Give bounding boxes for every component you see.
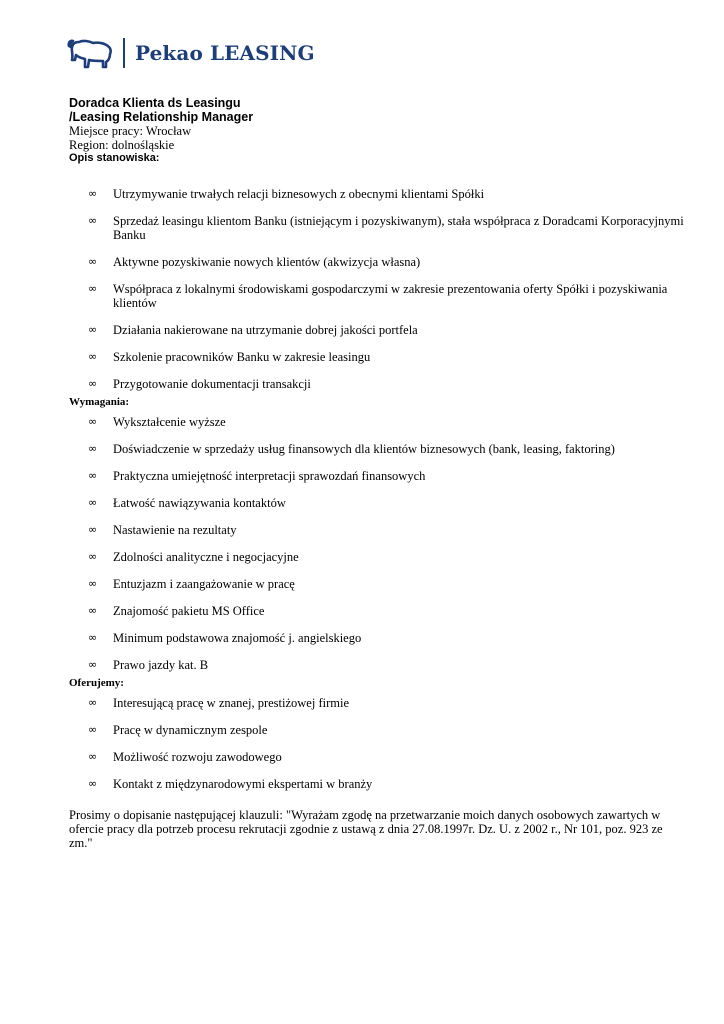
logo-separator [123,38,125,68]
bullet-icon: ∞ [88,442,98,455]
bullet-icon: ∞ [88,658,98,671]
job-title-line2: /Leasing Relationship Manager [69,110,254,124]
list-item: ∞ Łatwość nawiązywania kontaktów [88,496,286,510]
list-item: ∞ Interesującą pracę w znanej, prestiżowej firmie [88,696,349,710]
offer-heading: Oferujemy: [69,677,124,689]
job-content [69,96,689,850]
bullet-icon: ∞ [88,282,98,295]
bullet-icon: ∞ [88,631,98,644]
bullet-icon: ∞ [88,377,98,390]
bullet-icon: ∞ [88,187,98,200]
list-item: ∞ Szkolenie pracowników Banku w zakresie leasingu [88,350,371,364]
bullet-icon: ∞ [88,523,98,536]
bison-icon [67,36,113,70]
list-item: ∞ Kontakt z międzynarodowymi ekspertami w branży [88,777,373,791]
bullet-icon: ∞ [88,723,98,736]
job-title-line1: Doradca Klienta ds Leasingu [69,96,241,110]
list-item: ∞ Współpraca z lokalnymi środowiskami gospodarczymi w zakresie prezentowania oferty Spółki i pozyskiwania klientów [88,282,668,310]
list-item: ∞ Entuzjazm i zaangażowanie w pracę [88,577,295,591]
bullet-icon: ∞ [88,777,98,790]
list-item: ∞ Wykształcenie wyższe [88,415,226,429]
bullet-icon: ∞ [88,323,98,336]
bullet-icon: ∞ [88,696,98,709]
list-item: ∞ Aktywne pozyskiwanie nowych klientów (akwizycja własna) [88,255,421,269]
description-list [69,187,689,391]
bullet-icon: ∞ [88,214,98,227]
company-logo [67,35,315,71]
list-item: ∞ Zdolności analityczne i negocjacyjne [88,550,299,564]
list-item: ∞ Utrzymywanie trwałych relacji biznesowych z obecnymi klientami Spółki [88,187,485,201]
bullet-icon: ∞ [88,604,98,617]
list-item: ∞ Minimum podstawowa znajomość j. angielskiego [88,631,362,645]
bullet-icon: ∞ [88,469,98,482]
bullet-icon: ∞ [88,550,98,563]
list-item: ∞ Możliwość rozwoju zawodowego [88,750,282,764]
list-item: ∞ Znajomość pakietu MS Office [88,604,265,618]
bullet-icon: ∞ [88,255,98,268]
consent-clause: Prosimy o dopisanie następującej klauzuli: "Wyrażam zgodę na przetwarzanie moich danych osobowych zawartych w ofercie pracy dla potrzeb procesu rekrutacji zgodnie z ustawą z dnia 27.08.1997r. Dz. U. z 2002 r., Nr 101, poz. 923 ze zm." [69,808,663,850]
list-item: ∞ Nastawienie na rezultaty [88,523,237,537]
requirements-list [69,415,689,672]
list-item: ∞ Pracę w dynamicznym zespole [88,723,268,737]
bullet-icon: ∞ [88,350,98,363]
bullet-icon: ∞ [88,750,98,763]
bullet-icon: ∞ [88,496,98,509]
list-item: ∞ Przygotowanie dokumentacji transakcji [88,377,311,391]
job-region: Region: dolnośląskie [69,138,175,152]
offer-list [69,696,689,791]
logo-text: Pekao LEASING [135,41,315,65]
list-item: ∞ Sprzedaż leasingu klientom Banku (istniejącym i pozyskiwanym), stała współpraca z Doradcami Korporacyjnymi Banku [88,214,684,242]
list-item: ∞ Doświadczenie w sprzedaży usług finansowych dla klientów biznesowych (bank, leasing, faktoring) [88,442,615,456]
list-item: ∞ Prawo jazdy kat. B [88,658,209,672]
bullet-icon: ∞ [88,577,98,590]
list-item: ∞ Działania nakierowane na utrzymanie dobrej jakości portfela [88,323,418,337]
description-heading: Opis stanowiska: [69,152,160,164]
requirements-heading: Wymagania: [69,396,130,408]
job-location: Miejsce pracy: Wrocław [69,124,192,138]
bullet-icon: ∞ [88,415,98,428]
list-item: ∞ Praktyczna umiejętność interpretacji sprawozdań finansowych [88,469,426,483]
